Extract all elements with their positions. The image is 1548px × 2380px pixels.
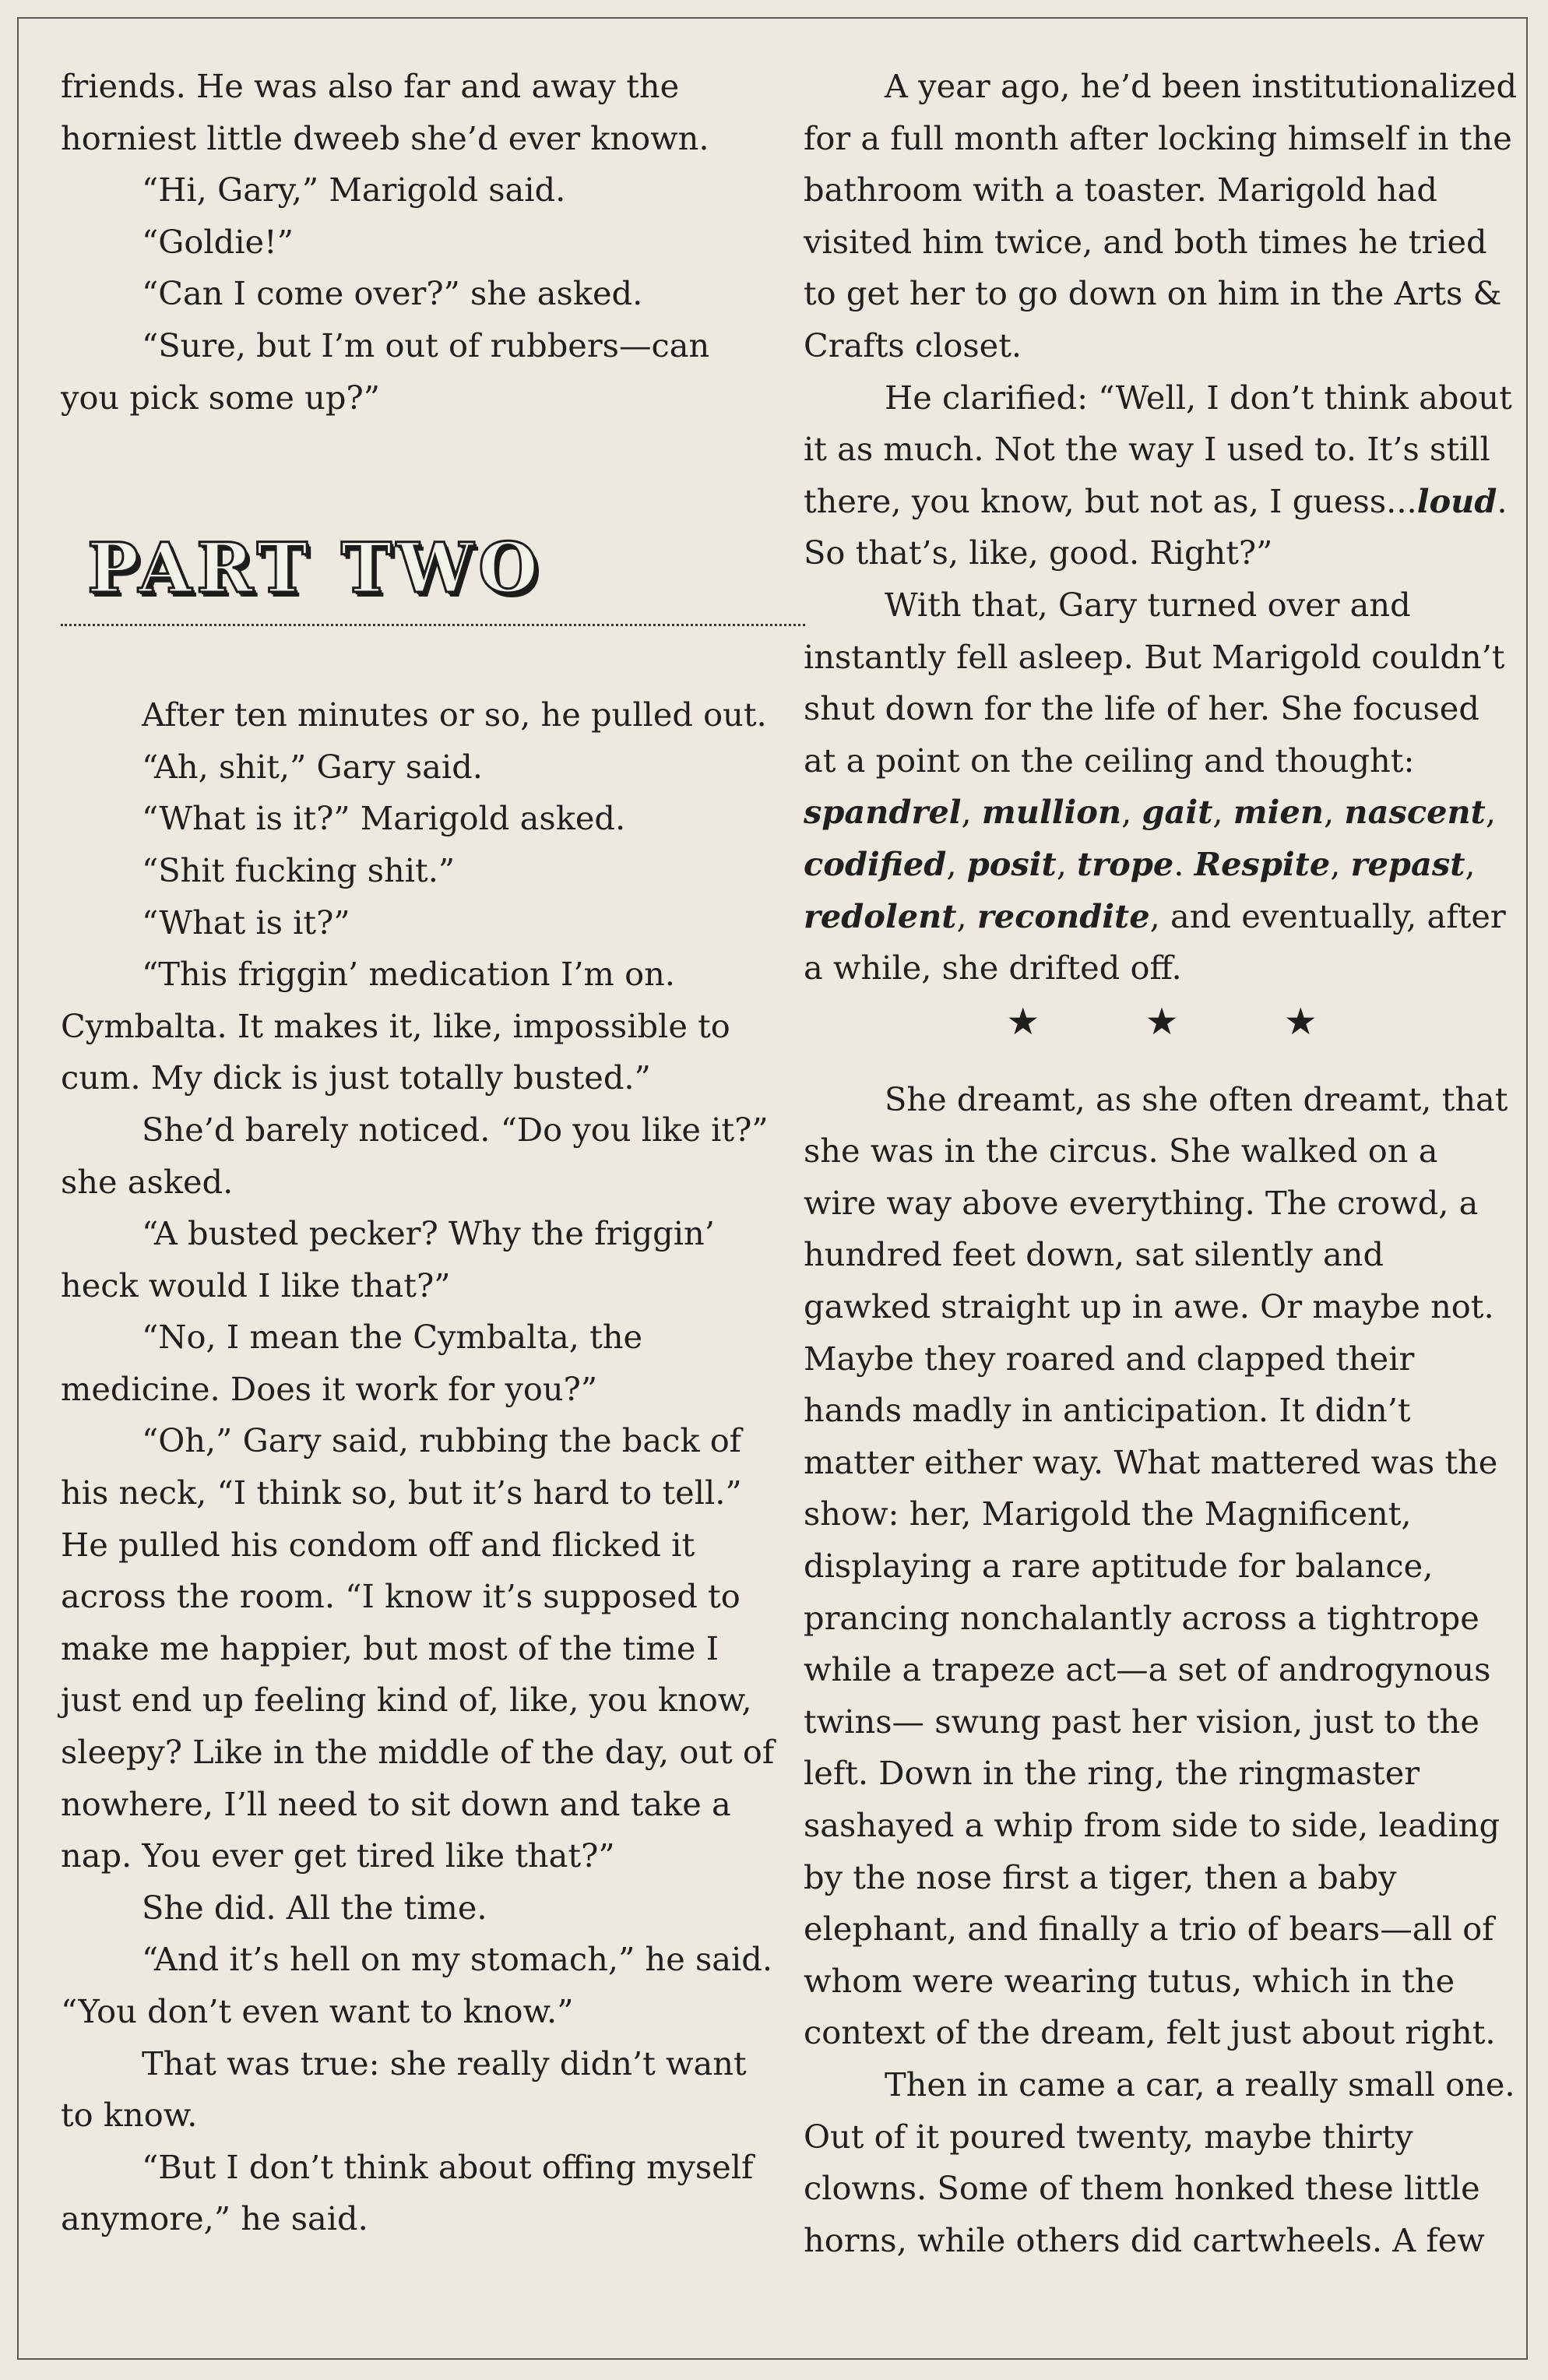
dotted-rule xyxy=(61,624,805,626)
vocab-word: mullion xyxy=(981,793,1122,832)
section-heading xyxy=(61,527,777,689)
section-break-stars: ★ ★ ★ xyxy=(1006,999,1364,1044)
emphasis-text: loud xyxy=(1416,481,1497,520)
vocab-word: repast xyxy=(1350,844,1465,883)
vocab-word: redolent xyxy=(804,896,957,935)
text-span: He clarified: “Well, I don’t think about it as much. Not the way I used to. It’s still there, you know, but not as, I guess... xyxy=(804,378,1512,520)
vocab-word: spandrel xyxy=(804,793,962,832)
word-list: spandrel, mullion, gait, mien, nascent, codified, posit, trope. Respite, repast, redolent, recondite xyxy=(804,793,1497,935)
right-column xyxy=(804,61,1520,2266)
vocab-word: codified xyxy=(804,844,947,883)
left-column xyxy=(61,61,777,2245)
paragraph: “Can I come over?” she asked. xyxy=(142,274,643,313)
paragraph: “But I don’t think about offing myself anymore,” he said. xyxy=(61,2147,754,2238)
text-span: With that, Gary turned over and instantly fell asleep. But Marigold couldn’t shut down for the life of her. She focused at a point on the ceiling and thought: xyxy=(804,585,1505,780)
paragraph: friends. He was also far and away the horniest little dweeb she’d ever known. xyxy=(61,67,709,157)
paragraph: “Goldie!” xyxy=(142,222,294,261)
part-one-text xyxy=(61,61,777,424)
part-two-title: PART TWO xyxy=(87,527,543,609)
paragraph: “What is it?” Marigold asked. xyxy=(142,799,626,838)
paragraph: “Oh,” Gary said, rubbing the back of his neck, “I think so, but it’s hard to tell.” He pulled his condom off and flicked it across the room. “I know it’s supposed to make me happier, but most of the time I just end up feeling kind of, like, you know, sleepy? Like in the middle of the day, out of nowhere, I’ll need to sit down and take a nap. You ever get tired like that?” xyxy=(61,1421,775,1875)
paragraph: “Shit fucking shit.” xyxy=(142,850,456,889)
vocab-word: nascent xyxy=(1344,793,1486,832)
vocab-word: posit xyxy=(966,844,1057,883)
paragraph xyxy=(804,372,1520,579)
paragraph: “What is it?” xyxy=(142,903,350,942)
paragraph: A year ago, he’d been institutionalized for a full month after locking himself in the bathroom with a toaster. Marigold had visited him twice, and both times he tried to get her to go down on him in the Arts & Crafts closet. xyxy=(804,67,1518,364)
paragraph: That was true: she really didn’t want to know. xyxy=(61,2044,747,2135)
paragraph: She’d barely noticed. “Do you like it?” she asked. xyxy=(61,1110,769,1201)
section-spacer xyxy=(61,424,777,527)
vocab-word: recondite xyxy=(976,896,1150,935)
text-span: , and eventually, after a while, she drifted off. xyxy=(804,896,1506,988)
paragraph: She did. All the time. xyxy=(142,1888,487,1927)
paragraph: Then in came a car, a really small one. Out of it poured twenty, maybe thirty clowns. Some of them honked these little horns, while others did cartwheels. A few xyxy=(804,2065,1515,2259)
vocab-word: trope xyxy=(1077,844,1174,883)
vocab-word: gait xyxy=(1142,793,1213,832)
paragraph xyxy=(804,579,1520,995)
paragraph: She dreamt, as she often dreamt, that she was in the circus. She walked on a wire way above everything. The crowd, a hundred feet down, sat silently and gawked straight up in awe. Or maybe not. Maybe they roared and clapped their hands madly in anticipation. It didn’t matter either way. What mattered was the show: her, Marigold the Magnificent, displaying a rare aptitude for balance, prancing nonchalantly across a tightrope while a trapeze act—a set of androgynous twins— swung past her vision, just to the left. Down in the ring, the ringmaster sashayed a whip from side to side, leading by the nose first a tiger, then a baby elephant, and finally a trio of bears—all of whom were wearing tutus, which in the context of the dream, felt just about right. xyxy=(804,1079,1508,2052)
paragraph: “Ah, shit,” Gary said. xyxy=(142,747,483,786)
vocab-word: mien xyxy=(1233,793,1325,832)
part-two-text xyxy=(61,689,777,2245)
paragraph: “This friggin’ medication I’m on. Cymbalta. It makes it, like, impossible to cum. My dick is just totally busted.” xyxy=(61,955,730,1097)
paragraph: After ten minutes or so, he pulled out. xyxy=(142,695,767,734)
paragraph: “A busted pecker? Why the friggin’ heck would I like that?” xyxy=(61,1214,715,1304)
paragraph: “Sure, but I’m out of rubbers—can you pick some up?” xyxy=(61,326,710,417)
paragraph: “Hi, Gary,” Marigold said. xyxy=(142,171,566,209)
paragraph: “No, I mean the Cymbalta, the medicine. Does it work for you?” xyxy=(61,1318,643,1408)
paragraph: “And it’s hell on my stomach,” he said. “You don’t even want to know.” xyxy=(61,1940,773,2030)
text-span: . So that’s, like, good. Right?” xyxy=(804,481,1508,572)
vocab-word: Respite xyxy=(1194,844,1331,883)
